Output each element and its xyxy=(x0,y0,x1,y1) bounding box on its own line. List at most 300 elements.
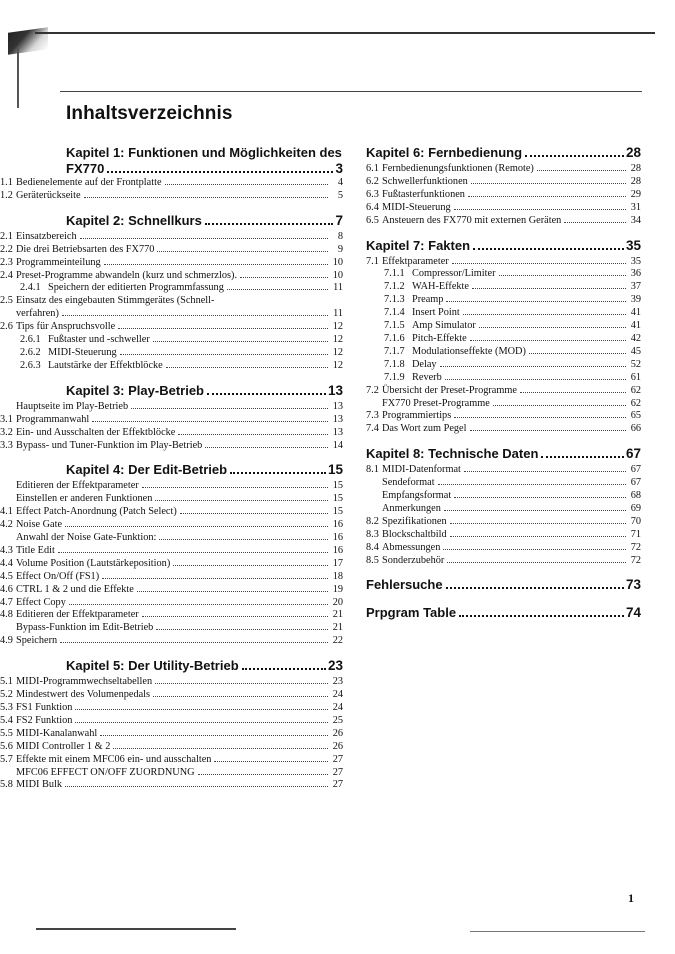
toc-entry xyxy=(20,360,343,373)
toc-entry xyxy=(0,231,343,244)
page-ref: 20 xyxy=(332,596,343,608)
dot-leader xyxy=(240,277,328,278)
dot-leader xyxy=(60,642,328,643)
entry-number: 8.3 xyxy=(366,528,379,540)
entry-title: Effect Copy xyxy=(16,596,66,608)
entry-title: Spezifikationen xyxy=(382,515,447,527)
chapter-title: Fehlersuche xyxy=(366,577,443,593)
toc-entry xyxy=(384,307,641,320)
entry-title: MIDI-Steuerung xyxy=(48,346,117,358)
toc-entry xyxy=(0,440,343,453)
entry-number: 4.7 xyxy=(0,596,13,608)
page-ref: 18 xyxy=(332,570,343,582)
entry-number: 7.1.9 xyxy=(384,371,405,383)
toc-entry xyxy=(16,480,343,493)
toc-entry xyxy=(0,609,343,622)
toc-entry xyxy=(0,177,343,190)
entry-title: Editieren der Effektparameter xyxy=(16,609,139,621)
dot-leader xyxy=(214,761,328,762)
page-ref: 11 xyxy=(333,282,343,294)
page-ref: 72 xyxy=(630,541,641,553)
entry-number: 7.1.6 xyxy=(384,332,405,344)
dot-leader xyxy=(100,735,328,736)
entry-title: Abmessungen xyxy=(382,541,441,553)
toc-entry xyxy=(0,754,343,767)
chapter-title: Kapitel 5: Der Utility-Betrieb xyxy=(66,658,239,674)
dot-leader xyxy=(65,786,328,787)
section-gap xyxy=(366,228,641,238)
toc-entry xyxy=(384,333,641,346)
page-ref: 26 xyxy=(332,727,343,739)
page-ref: 45 xyxy=(630,345,641,357)
page-ref: 14 xyxy=(332,439,343,451)
dot-leader xyxy=(69,604,328,605)
page-ref: 61 xyxy=(630,371,641,383)
entry-title: Anwahl der Noise Gate-Funktion: xyxy=(16,532,157,544)
entry-title: Preamp xyxy=(412,294,444,306)
entry-number: 7.1.8 xyxy=(384,358,405,370)
top-rule xyxy=(35,32,655,34)
dot-leader xyxy=(198,774,328,775)
chapter-heading xyxy=(66,213,343,229)
dot-leader xyxy=(541,456,624,458)
section-gap xyxy=(366,567,641,577)
entry-number: 2.6.2 xyxy=(20,346,41,358)
bottom-rule-right xyxy=(470,931,645,932)
entry-number: 7.2 xyxy=(366,384,379,396)
entry-number: 2.6.1 xyxy=(20,334,41,346)
toc-entry xyxy=(0,321,343,334)
entry-title: Hauptseite im Play-Betrieb xyxy=(16,400,129,412)
toc-entry xyxy=(0,584,343,597)
entry-title: Schwellerfunktionen xyxy=(382,175,468,187)
entry-number: 5.8 xyxy=(0,779,13,791)
entry-number: 3.1 xyxy=(0,413,13,425)
dot-leader xyxy=(464,471,626,472)
dot-leader xyxy=(472,288,626,289)
dot-leader xyxy=(107,171,333,173)
toc-entry xyxy=(0,702,343,715)
chapter-heading xyxy=(66,145,343,177)
entry-number: 6.4 xyxy=(366,201,379,213)
page-ref: 10 xyxy=(332,256,343,268)
page-ref: 52 xyxy=(630,358,641,370)
dot-leader xyxy=(205,447,328,448)
section-gap xyxy=(66,373,343,383)
entry-number: 5.3 xyxy=(0,702,13,713)
dot-leader xyxy=(166,367,328,368)
page-ref: 65 xyxy=(630,410,641,422)
toc-entry xyxy=(0,741,343,754)
scan-edge-mark xyxy=(17,48,19,108)
toc-entry xyxy=(366,176,641,189)
page-ref: 62 xyxy=(630,384,641,396)
page-ref: 12 xyxy=(332,359,343,371)
toc-entry xyxy=(16,532,343,545)
toc-entry xyxy=(0,519,343,532)
dot-leader xyxy=(537,170,626,171)
page-ref: 3 xyxy=(335,161,343,176)
page-ref: 31 xyxy=(630,201,641,213)
entry-number: 4.3 xyxy=(0,544,13,556)
page-ref: 15 xyxy=(332,493,343,505)
page-ref: 28 xyxy=(630,163,641,174)
entry-number: 1.2 xyxy=(0,189,13,201)
chapter-title-line xyxy=(66,161,343,177)
page-ref: 67 xyxy=(630,477,641,489)
page-ref: 28 xyxy=(625,145,641,160)
entry-title: Lautstärke der Effektblöcke xyxy=(48,359,163,371)
chapter-title: Kapitel 7: Fakten xyxy=(366,237,471,253)
page-ref: 21 xyxy=(332,622,343,634)
page-ref: 9 xyxy=(337,243,343,255)
page-title: Inhaltsverzeichnis xyxy=(66,103,233,124)
dot-leader xyxy=(454,417,626,418)
dot-leader xyxy=(113,748,328,749)
entry-number: 7.1.5 xyxy=(384,320,405,332)
entry-number: 5.4 xyxy=(0,714,13,726)
entry-title: Insert Point xyxy=(412,307,460,319)
page-ref: 67 xyxy=(630,464,641,476)
page-ref: 16 xyxy=(332,532,343,544)
entry-number: 5.2 xyxy=(0,689,13,701)
page-ref: 69 xyxy=(630,502,641,514)
entry-title: MIDI-Steuerung xyxy=(382,201,451,213)
toc-entry xyxy=(366,542,641,555)
dot-leader xyxy=(463,314,626,315)
dot-leader xyxy=(118,328,328,329)
toc-entry xyxy=(382,490,641,503)
entry-title: Programmeinteilung xyxy=(16,256,101,268)
entry-number: 2.5 xyxy=(0,295,13,307)
toc-entry xyxy=(20,282,343,295)
entry-title: Einsatz des eingebauten Stimmgerätes (Schnell- xyxy=(16,295,215,307)
page-ref: 10 xyxy=(332,269,343,281)
entry-number: 5.5 xyxy=(0,727,13,739)
entry-number: 7.4 xyxy=(366,423,379,435)
dot-leader xyxy=(529,353,626,354)
entry-title: Mindestwert des Volumenpedals xyxy=(16,689,151,701)
toc-entry xyxy=(0,728,343,741)
dot-leader xyxy=(450,536,626,537)
dot-leader xyxy=(80,238,328,239)
page-ref: 23 xyxy=(332,676,343,688)
toc-entry xyxy=(384,281,641,294)
toc-left-column xyxy=(0,145,343,792)
dot-leader xyxy=(470,430,627,431)
entry-title: Reverb xyxy=(412,371,442,383)
entry-title: FX770 Preset-Programme xyxy=(382,397,490,409)
entry-number: 4.2 xyxy=(0,519,13,531)
dot-leader xyxy=(62,315,328,316)
section-gap xyxy=(66,203,343,213)
entry-title: verfahren) xyxy=(16,308,59,320)
dot-leader xyxy=(230,472,326,474)
entry-title: MIDI-Kanalanwahl xyxy=(16,727,98,739)
bottom-rule xyxy=(36,928,236,930)
entry-title: Sonderzubehör xyxy=(382,554,445,566)
dot-leader xyxy=(207,393,326,395)
page-ref: 37 xyxy=(630,281,641,293)
toc-entry xyxy=(366,423,641,436)
entry-number: 7.1.1 xyxy=(384,268,405,280)
entry-title: Fernbedienungsfunktionen (Remote) xyxy=(382,163,534,174)
dot-leader xyxy=(156,629,328,630)
toc-entry xyxy=(20,334,343,347)
page-ref: 27 xyxy=(332,779,343,791)
toc-entry xyxy=(366,215,641,228)
toc-entry xyxy=(16,308,343,321)
dot-leader xyxy=(452,263,626,264)
entry-number: 2.6 xyxy=(0,321,13,333)
chapter-title: Kapitel 2: Schnellkurs xyxy=(66,212,202,228)
toc-entry xyxy=(0,689,343,702)
dot-leader xyxy=(92,421,328,422)
toc-entry xyxy=(16,493,343,506)
dot-leader xyxy=(227,289,328,290)
page-ref: 25 xyxy=(332,714,343,726)
page-ref: 36 xyxy=(630,268,641,280)
page-ref: 12 xyxy=(332,334,343,346)
entry-title: Speichern xyxy=(16,635,58,647)
dot-leader xyxy=(447,562,626,563)
page-ref: 11 xyxy=(333,308,343,320)
chapter-title: Prpgram Table xyxy=(366,605,457,621)
entry-title: MIDI Bulk xyxy=(16,779,63,791)
page-ref: 27 xyxy=(332,766,343,778)
entry-title: Effektparameter xyxy=(382,255,449,267)
page-ref: 7 xyxy=(335,212,343,228)
page-ref: 67 xyxy=(625,446,641,462)
page-ref: 17 xyxy=(332,557,343,569)
chapter-heading xyxy=(366,577,641,593)
page-ref: 16 xyxy=(332,519,343,531)
entry-title: Fußtasterfunktionen xyxy=(382,188,465,200)
page-ref: 71 xyxy=(630,528,641,540)
dot-leader xyxy=(471,183,626,184)
toc-entry xyxy=(0,427,343,440)
page-ref: 62 xyxy=(630,397,641,409)
entry-number: 4.4 xyxy=(0,557,13,569)
toc-entry xyxy=(0,635,343,648)
dot-leader xyxy=(142,616,328,617)
dot-leader xyxy=(473,248,624,250)
entry-title: Amp Simulator xyxy=(412,320,476,332)
entry-title: Preset-Programme abwandeln (kurz und schmerzlos). xyxy=(16,269,238,281)
entry-title: MIDI-Programmwechseltabellen xyxy=(16,676,153,688)
entry-title: Effect On/Off (FS1) xyxy=(16,570,100,582)
dot-leader xyxy=(137,591,328,592)
entry-title: Ein- und Ausschalten der Effektblöcke xyxy=(16,426,176,438)
page-ref: 41 xyxy=(630,320,641,332)
toc-entry xyxy=(0,244,343,257)
page-ref: 5 xyxy=(337,189,343,201)
entry-title: WAH-Effekte xyxy=(412,281,469,293)
entry-number: 6.1 xyxy=(366,163,379,174)
toc-entry xyxy=(0,715,343,728)
entry-number: 8.4 xyxy=(366,541,379,553)
chapter-heading xyxy=(66,383,343,399)
page-ref: 16 xyxy=(332,544,343,556)
chapter-heading xyxy=(366,238,641,254)
entry-number: 5.6 xyxy=(0,740,13,752)
entry-number: 4.9 xyxy=(0,635,13,647)
toc-entry xyxy=(0,779,343,792)
page-ref: 13 xyxy=(332,400,343,412)
dot-leader xyxy=(564,222,626,223)
entry-number: 2.2 xyxy=(0,243,13,255)
entry-number: 7.1.4 xyxy=(384,307,405,319)
entry-number: 1.1 xyxy=(0,177,13,188)
chapter-title-cont: FX770 xyxy=(66,161,105,176)
toc-entry xyxy=(16,401,343,414)
dot-leader xyxy=(440,366,626,367)
entry-title: Bedienelemente auf der Frontplatte xyxy=(16,177,162,188)
toc-entry xyxy=(0,270,343,283)
toc-entry xyxy=(16,622,343,635)
entry-title: MIDI-Datenformat xyxy=(382,464,461,476)
entry-title: Bypass- und Tuner-Funktion im Play-Betrieb xyxy=(16,439,203,451)
toc-entry xyxy=(0,295,343,308)
page-ref: 27 xyxy=(332,753,343,765)
entry-number: 4.6 xyxy=(0,583,13,595)
dot-leader xyxy=(173,565,328,566)
dot-leader xyxy=(153,341,328,342)
entry-title: Editieren der Effektparameter xyxy=(16,480,139,492)
entry-title: Volume Position (Lautstärkeposition) xyxy=(16,557,171,569)
toc-entry xyxy=(366,464,641,477)
page-ref: 35 xyxy=(625,237,641,253)
entry-title: Empfangsformat xyxy=(382,490,452,502)
toc-entry xyxy=(382,477,641,490)
entry-title: Sendeformat xyxy=(382,477,435,489)
dot-leader xyxy=(499,275,626,276)
page-ref: 15 xyxy=(332,480,343,492)
toc-entry xyxy=(382,503,641,516)
page-ref: 39 xyxy=(630,294,641,306)
entry-number: 2.1 xyxy=(0,230,13,242)
dot-leader xyxy=(84,197,328,198)
page-ref: 13 xyxy=(332,413,343,425)
dot-leader xyxy=(446,301,626,302)
entry-title: Delay xyxy=(412,358,437,370)
entry-number: 6.3 xyxy=(366,188,379,200)
dot-leader xyxy=(58,552,328,553)
dot-leader xyxy=(180,513,328,514)
page-ref: 19 xyxy=(332,583,343,595)
dot-leader xyxy=(479,327,626,328)
toc-entry xyxy=(0,558,343,571)
dot-leader xyxy=(445,379,626,380)
entry-number: 3.2 xyxy=(0,426,13,438)
entry-number: 7.3 xyxy=(366,410,379,422)
dot-leader xyxy=(525,155,624,157)
page-ref: 13 xyxy=(327,382,343,398)
toc-entry xyxy=(366,516,641,529)
chapter-title: Kapitel 1: Funktionen und Möglichkeiten des xyxy=(66,145,342,160)
dot-leader xyxy=(468,196,626,197)
chapter-title: Kapitel 8: Technische Daten xyxy=(366,446,539,462)
dot-leader xyxy=(493,405,626,406)
dot-leader xyxy=(159,539,328,540)
page-ref: 74 xyxy=(625,605,641,621)
section-gap xyxy=(366,595,641,605)
entry-title: Compressor/Limiter xyxy=(412,268,496,280)
entry-title: Tips für Anspruchsvolle xyxy=(16,321,116,333)
entry-number: 8.5 xyxy=(366,554,379,566)
chapter-heading xyxy=(366,605,641,621)
page-ref: 70 xyxy=(630,515,641,527)
page-ref: 66 xyxy=(630,423,641,435)
page-ref: 35 xyxy=(630,255,641,267)
toc-entry xyxy=(366,202,641,215)
toc-entry xyxy=(382,398,641,411)
page-ref: 41 xyxy=(630,307,641,319)
page-ref: 23 xyxy=(327,658,343,674)
entry-title: MFC06 EFFECT ON/OFF ZUORDNUNG xyxy=(16,766,195,778)
chapter-title: Kapitel 6: Fernbedienung xyxy=(366,145,523,160)
page-ref: 8 xyxy=(337,230,343,242)
toc-entry xyxy=(384,359,641,372)
page-ref: 68 xyxy=(630,490,641,502)
chapter-heading xyxy=(366,145,641,161)
page-ref: 24 xyxy=(332,702,343,713)
toc-entry xyxy=(384,346,641,359)
page-ref: 15 xyxy=(327,462,343,478)
dot-leader xyxy=(102,578,328,579)
dot-leader xyxy=(470,340,626,341)
section-gap xyxy=(66,648,343,658)
entry-number: 5.1 xyxy=(0,676,13,688)
toc-entry xyxy=(366,555,641,568)
toc-entry xyxy=(0,597,343,610)
dot-leader xyxy=(75,709,328,710)
page-ref: 34 xyxy=(630,214,641,226)
entry-title: FS2 Funktion xyxy=(16,714,73,726)
entry-title: Das Wort zum Pegel xyxy=(382,423,467,435)
entry-title: Title Edit xyxy=(16,544,55,556)
section-gap xyxy=(66,452,343,462)
entry-number: 6.5 xyxy=(366,214,379,226)
dot-leader xyxy=(454,209,626,210)
toc-entry xyxy=(366,163,641,176)
dot-leader xyxy=(438,484,626,485)
entry-title: Speichern der editierten Programmfassung xyxy=(48,282,224,294)
dot-leader xyxy=(131,408,328,409)
page-ref: 15 xyxy=(332,506,343,518)
page-number: 1 xyxy=(628,891,634,905)
toc-entry xyxy=(16,767,343,780)
chapter-title: Kapitel 3: Play-Betrieb xyxy=(66,382,204,398)
entry-title: MIDI Controller 1 & 2 xyxy=(16,740,111,752)
entry-number: 8.1 xyxy=(366,464,379,476)
dot-leader xyxy=(454,497,626,498)
dot-leader xyxy=(165,184,328,185)
toc-entry xyxy=(384,320,641,333)
entry-number: 2.4.1 xyxy=(20,282,41,294)
dot-leader xyxy=(242,668,326,670)
chapter-heading xyxy=(366,446,641,462)
entry-title: Ansteuern des FX770 mit externen Geräten xyxy=(382,214,562,226)
heading-rule xyxy=(60,91,642,92)
toc-entry xyxy=(384,294,641,307)
dot-leader xyxy=(142,487,328,488)
dot-leader xyxy=(520,392,626,393)
entry-number: 4.1 xyxy=(0,506,13,518)
dot-leader xyxy=(120,354,328,355)
page-ref: 28 xyxy=(630,175,641,187)
dot-leader xyxy=(155,500,328,501)
